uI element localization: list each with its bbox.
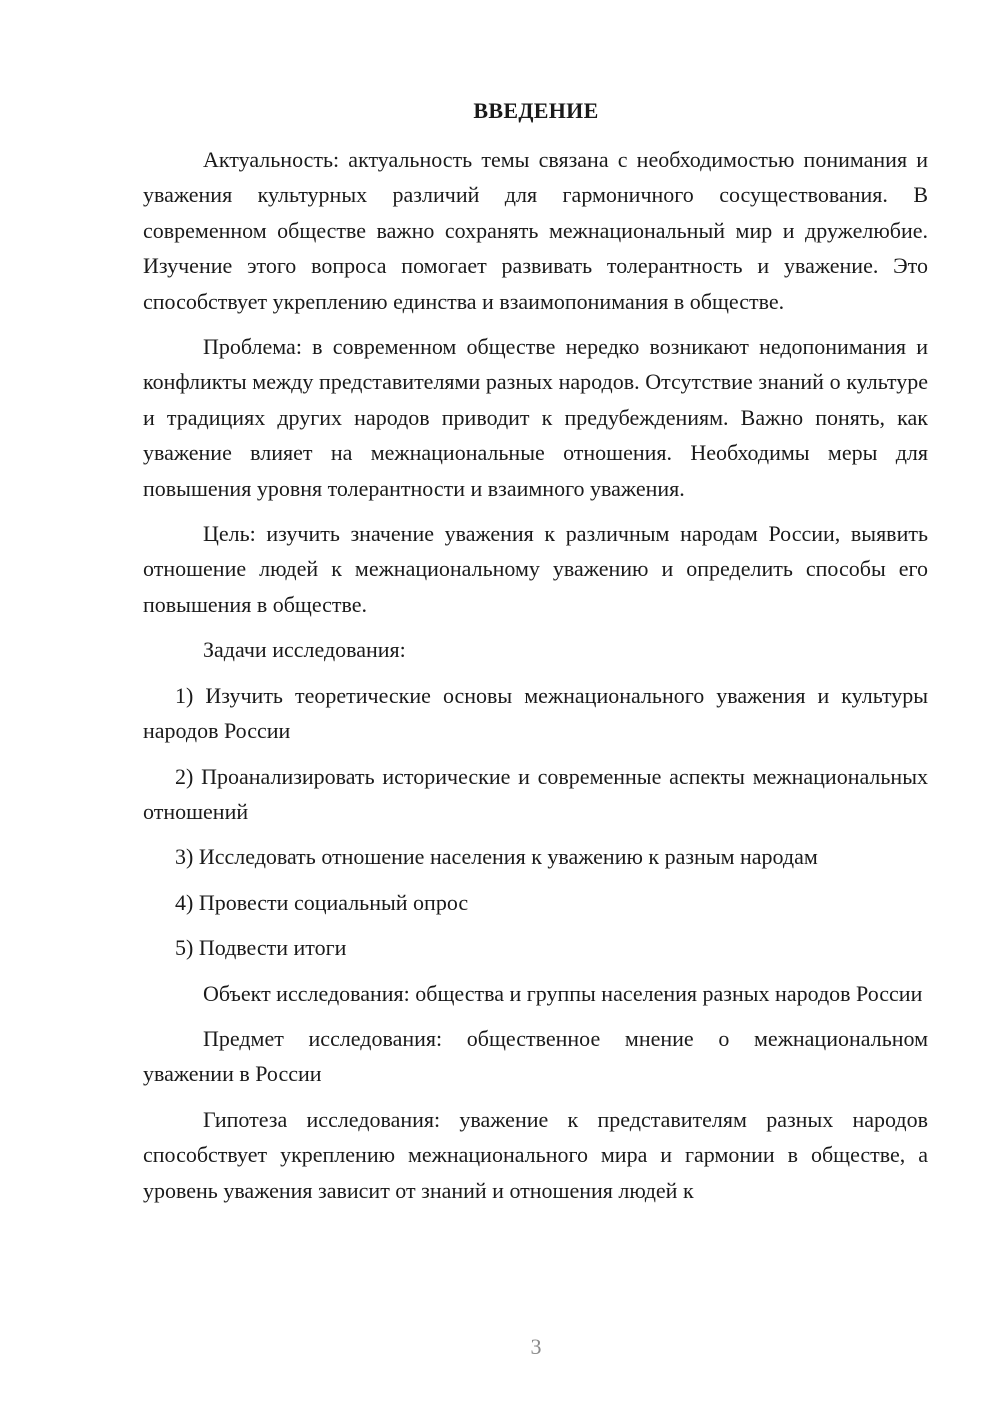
task-item-4: 4) Провести социальный опрос [175, 889, 469, 915]
page-number: 3 [530, 1334, 542, 1359]
page-title: ВВЕДЕНИЕ [473, 98, 599, 123]
goal-paragraph: Цель: изучить значение уважения к различным народам России, выявить отношение людей к межнациональному уважению и определить способы его повышения в обществе. [143, 521, 928, 617]
task-item-1: 1) Изучить теоретические основы межнационального уважения и культуры народов России [143, 682, 928, 744]
relevance-paragraph: Актуальность: актуальность темы связана с необходимостью понимания и уважения культурных различий для гармоничного сосуществования. В современном обществе важно сохранять межнациональный мир и дружелюбие. Изучение этого вопроса помогает развивать толерантность и уважение. Это способствует укреплению единства и взаимопонимания в обществе. [143, 147, 928, 314]
tasks-heading: Задачи исследования: [203, 637, 406, 663]
hypothesis-paragraph: Гипотеза исследования: уважение к представителям разных народов способствует укреплению межнационального мира и гармонии в обществе, а уровень уважения зависит от знаний и отношения людей к [143, 1106, 928, 1203]
task-item-5: 5) Подвести итоги [175, 935, 347, 961]
subject-paragraph: Предмет исследования: общественное мнение о межнациональном уважении в России [143, 1025, 928, 1087]
task-item-3: 3) Исследовать отношение населения к уважению к разным народам [175, 844, 818, 870]
problem-paragraph: Проблема: в современном обществе нередко возникают недопонимания и конфликты между представителями разных народов. Отсутствие знаний о культуре и традициях других народов приводит к предубеждениям. Важно понять, как уважение влияет на межнациональные отношения. Необходимы меры для повышения уровня толерантности и взаимного уважения. [143, 334, 928, 501]
task-item-2: 2) Проанализировать исторические и современные аспекты межнациональных отношений [143, 763, 928, 824]
object-paragraph: Объект исследования: общества и группы населения разных народов России [203, 980, 923, 1006]
page-body [143, 142, 928, 1208]
